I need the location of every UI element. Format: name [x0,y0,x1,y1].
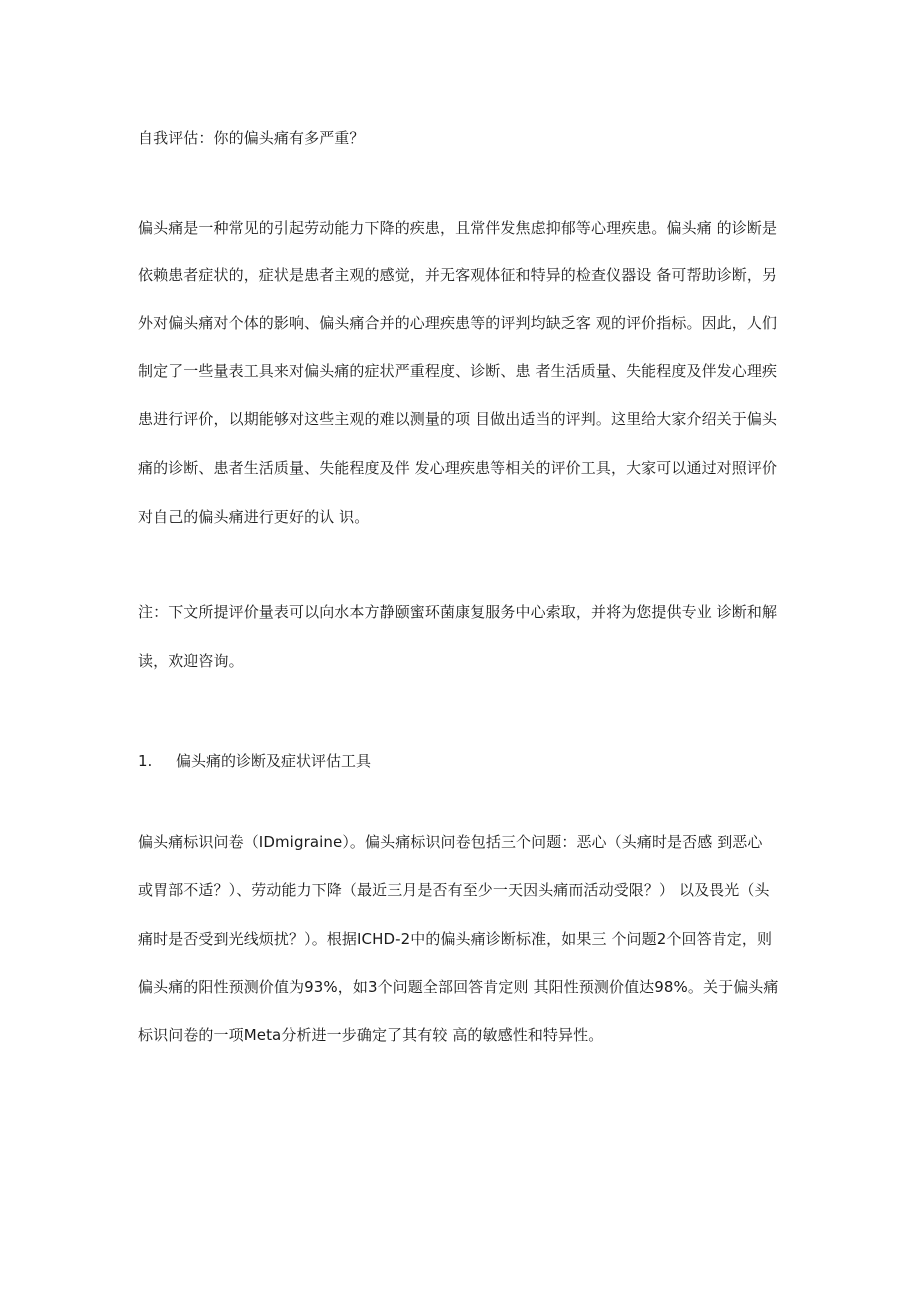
intro-line: 偏头痛是一种常见的引起劳动能力下降的疾患，且常伴发焦虑抑郁等心理疾患。偏头痛 的诊断是 [138,219,778,237]
intro-line: 依赖患者症状的，症状是患者主观的感觉，并无客观体征和特异的检查仪器设 备可帮助诊断，另 [138,266,778,284]
section-line: 偏头痛的阳性预测价值为93%，如3个问题全部回答肯定则 其阳性预测价值达98%。关于偏头痛 [138,978,779,996]
note-line: 注：下文所提评价量表可以向水本方静颐蜜环菌康复服务中心索取，并将为您提供专业 诊断和解 [138,603,778,621]
intro-line: 患进行评价，以期能够对这些主观的难以测量的项 目做出适当的评判。这里给大家介绍关于偏头 [138,410,778,428]
note-line: 读，欢迎咨询。 [138,652,244,670]
section-line: 标识问卷的一项Meta分析进一步确定了其有较 高的敏感性和特异性。 [138,1026,604,1044]
intro-line: 制定了一些量表工具来对偏头痛的症状严重程度、诊断、患 者生活质量、失能程度及伴发心理疾 [138,362,778,380]
section-title: 偏头痛的诊断及症状评估工具 [176,752,372,770]
intro-line: 对自己的偏头痛进行更好的认 识。 [138,508,370,526]
section-line: 或胃部不适？）、劳动能力下降（最近三月是否有至少一天因头痛而活动受限？） 以及畏光（头 [138,881,770,899]
page-title: 自我评估：你的偏头痛有多严重？ [138,129,365,147]
intro-line: 痛的诊断、患者生活质量、失能程度及伴 发心理疾患等相关的评价工具，大家可以通过对照评价 [138,459,778,477]
intro-line: 外对偏头痛对个体的影响、偏头痛合并的心理疾患等的评判均缺乏客 观的评价指标。因此，人们 [138,314,778,332]
section-line: 偏头痛标识问卷（IDmigraine）。偏头痛标识问卷包括三个问题：恶心（头痛时是否感 到恶心 [138,833,763,851]
section-line: 痛时是否受到光线烦扰？）。根据ICHD-2中的偏头痛诊断标准，如果三 个问题2个回答肯定，则 [138,930,773,948]
section-number: 1. [138,752,153,770]
